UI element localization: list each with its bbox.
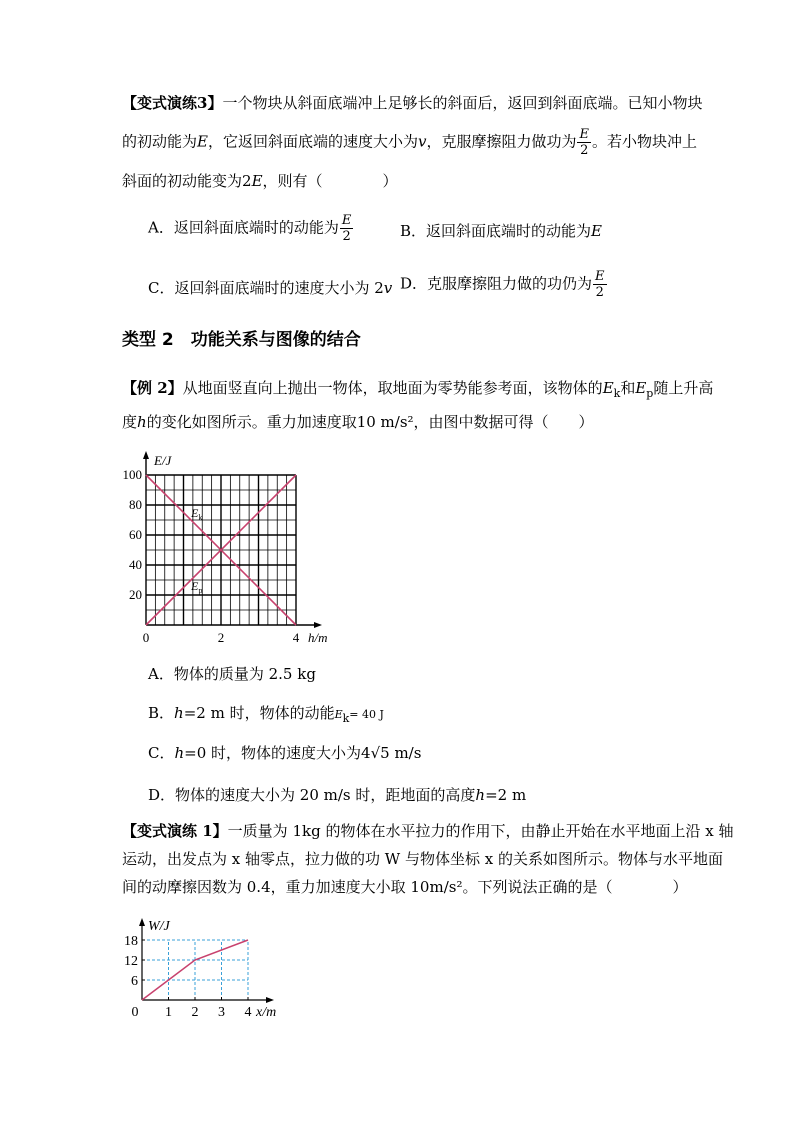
y-tick-label: 6: [131, 974, 138, 989]
y-tick-label: 100: [122, 467, 142, 482]
problem2-option-c[interactable]: C．h=0 时，物体的速度大小为4√5 m/s: [148, 744, 422, 762]
y-tick-label: 20: [129, 587, 142, 602]
problem1-tag: 【变式演练3】: [122, 94, 223, 112]
problem1-option-d[interactable]: D．克服摩擦阻力做的功仍为 $\frac{E}{2}$: [400, 269, 605, 300]
y-tick-label: 60: [129, 527, 142, 542]
x-tick-label: 2: [191, 1005, 199, 1020]
x-tick-label: 0: [142, 630, 150, 645]
y-tick-label: 12: [124, 954, 138, 969]
x-tick-label: 0: [131, 1005, 139, 1020]
problem1-option-c[interactable]: C．返回斜面底端时的速度大小为 2v: [148, 279, 393, 297]
y-axis-label: E/J: [154, 453, 172, 468]
y-tick-label: 80: [129, 497, 142, 512]
problem1-option-a[interactable]: A．返回斜面底端时的动能为 $\frac{E}{2}$: [148, 213, 352, 244]
problem2-option-d[interactable]: D．物体的速度大小为 20 m/s 时，距地面的高度h=2 m: [148, 786, 527, 804]
y-axis-label: W/J: [148, 919, 170, 934]
problem1-option-b[interactable]: B．返回斜面底端时的动能为E: [400, 222, 602, 240]
work-position-chart: [112, 908, 292, 1020]
x-axis-label: h/m: [308, 630, 328, 645]
energy-height-chart: [110, 445, 350, 650]
x-axis-label: x/m: [256, 1005, 277, 1020]
x-tick-label: 2: [217, 630, 225, 645]
x-tick-label: 4: [244, 1005, 252, 1020]
problem1-line2: 的初动能为E，它返回斜面底端的速度大小为v，克服摩擦阻力做功为 $\frac{E}{2}$ 。若小物块冲上: [122, 127, 697, 158]
problem3-line1: 【变式演练 1】一质量为 1kg 的物体在水平拉力的作用下，由静止开始在水平地面上沿 x 轴: [122, 822, 734, 840]
y-axis-arrow: [143, 451, 149, 459]
problem1-line3: 斜面的初动能变为2E，则有（ ）: [122, 172, 398, 190]
series-label-ek: $E_k$: [191, 506, 203, 522]
x-tick-label: 4: [292, 630, 300, 645]
series-label-ep: $E_p$: [191, 579, 203, 595]
y-tick-label: 18: [124, 934, 138, 949]
fraction-e-over-2: $\frac{E}{2}$: [579, 127, 589, 158]
problem2-line2: 度h的变化如图所示。重力加速度取10 m/s²，由图中数据可得（ ）: [122, 413, 594, 431]
x-axis-arrow: [314, 622, 322, 628]
y-tick-label: 40: [129, 557, 142, 572]
problem1-line1: 【变式演练3】一个物块从斜面底端冲上足够长的斜面后，返回到斜面底端。已知小物块: [122, 94, 703, 112]
problem3-line3: 间的动摩擦因数为 0.4，重力加速度大小取 10m/s²。下列说法正确的是（ ）: [122, 878, 688, 896]
problem2-option-b[interactable]: B．h=2 m 时，物体的动能$E_k= 40$ J: [148, 704, 384, 725]
y-axis-arrow: [139, 918, 145, 926]
x-tick-label: 1: [165, 1005, 172, 1020]
problem2-line1: 【例 2】从地面竖直向上抛出一物体，取地面为零势能参考面，该物体的$E_k$和$E_p$随上升高: [122, 379, 714, 400]
section-title: 类型 2 功能关系与图像的结合: [122, 330, 361, 350]
problem2-option-a[interactable]: A．物体的质量为 2.5 kg: [148, 665, 316, 683]
x-axis-arrow: [266, 997, 274, 1003]
problem3-line2: 运动，出发点为 x 轴零点，拉力做的功 W 与物体坐标 x 的关系如图所示。物体与水平地面: [122, 850, 723, 868]
problem2-tag: 【例 2】: [122, 379, 183, 397]
x-tick-label: 3: [218, 1005, 225, 1020]
problem3-tag: 【变式演练 1】: [122, 822, 228, 840]
